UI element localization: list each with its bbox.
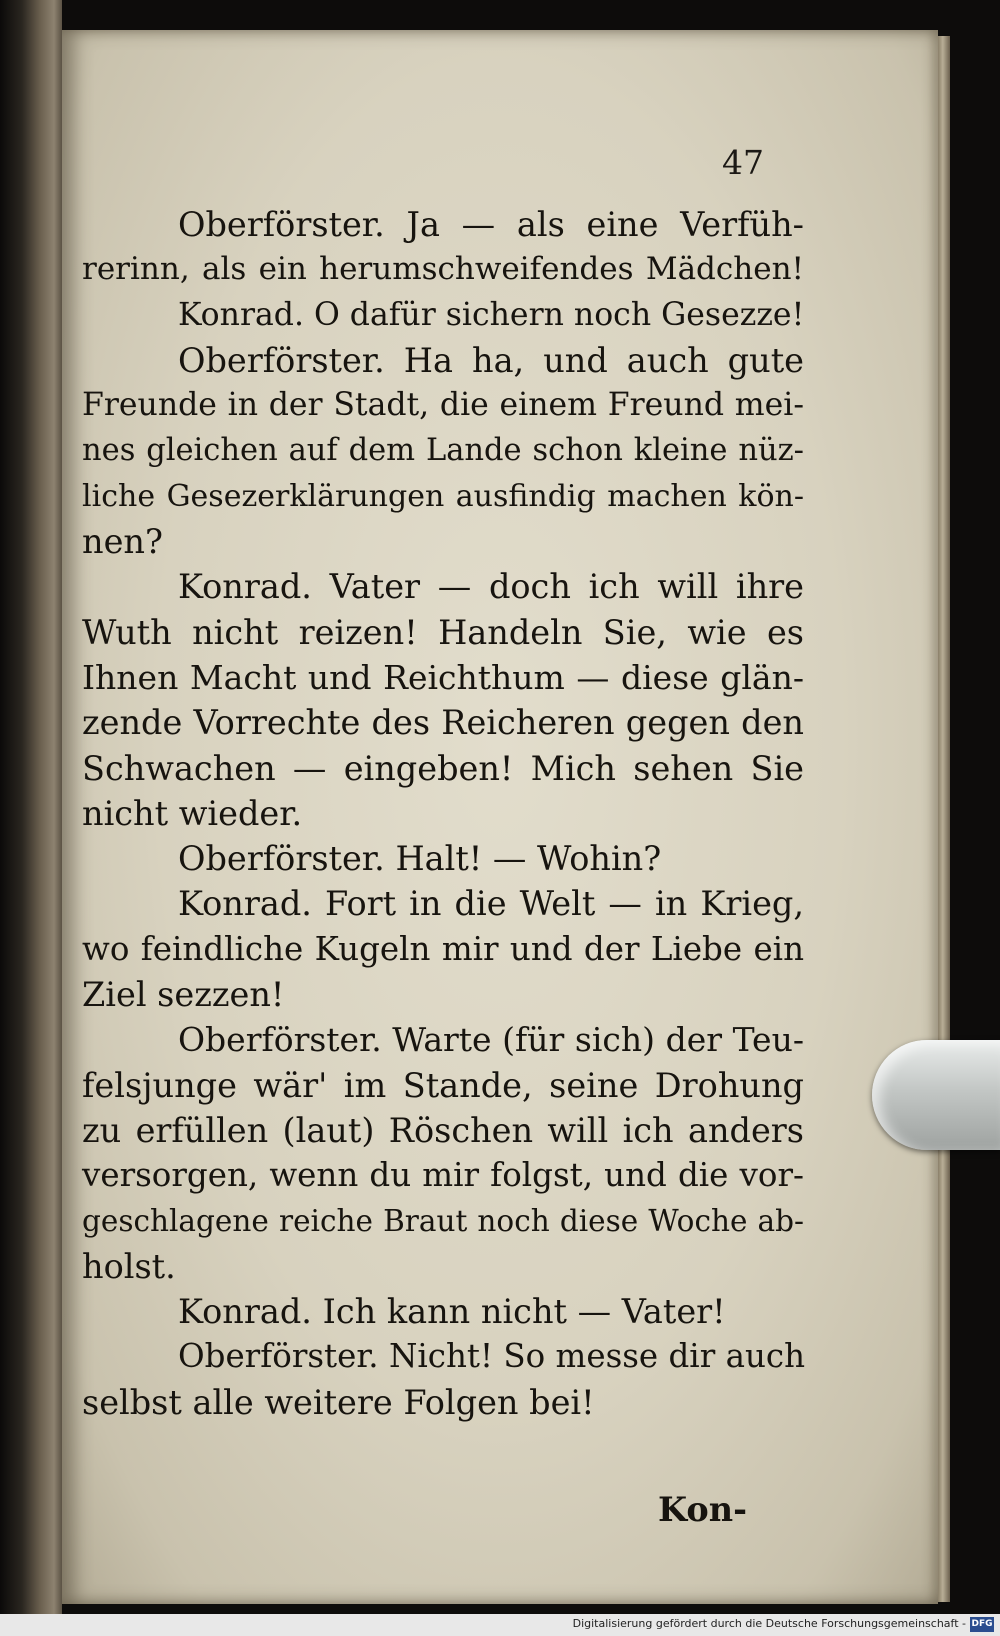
- text-line: Oberförster. Ja — als eine Verfüh-: [178, 205, 804, 244]
- text-line: nen?: [82, 522, 163, 562]
- text-line: liche Gesezerklärungen ausfindig machen kön-: [82, 478, 804, 514]
- footer-credit: Digitalisierung gefördert durch die Deutsche Forschungsgemeinschaft -: [572, 1617, 966, 1630]
- text-line: geschlagene reiche Braut noch diese Woche ab-: [82, 1203, 804, 1238]
- text-line: Oberförster. Ha ha, und auch gute: [178, 340, 804, 380]
- text-line: nes gleichen auf dem Lande schon kleine nüz-: [82, 433, 804, 469]
- text-line: Konrad. Vater — doch ich will ihre: [178, 567, 804, 607]
- text-line: Ihnen Macht und Reichthum — diese glän-: [82, 657, 804, 697]
- page-text: [82, 202, 804, 1425]
- page-number: 47: [722, 143, 764, 182]
- text-line: rerinn, als ein herumschweifendes Mädchen!: [82, 251, 804, 288]
- text-line: Oberförster. Halt! — Wohin?: [178, 839, 662, 879]
- text-line: zu erfüllen (laut) Röschen will ich anders: [82, 1110, 804, 1150]
- text-line: Ziel sezzen!: [82, 975, 285, 1015]
- text-line: Freunde in der Stadt, die einem Freund mei-: [82, 387, 804, 424]
- book-gutter: [0, 0, 62, 1636]
- text-line: Oberförster. Warte (für sich) der Teu-: [178, 1020, 804, 1060]
- digitization-footer: [0, 1614, 1000, 1636]
- dfg-logo-icon: DFG: [970, 1617, 994, 1632]
- text-line: Oberförster. Nicht! So messe dir auch: [178, 1337, 806, 1376]
- text-line: Konrad. Fort in die Welt — in Krieg,: [178, 884, 804, 924]
- page-clip: [872, 1040, 1000, 1150]
- text-line: Konrad. O dafür sichern noch Gesezze!: [178, 296, 805, 333]
- text-line: felsjunge wär' im Stande, seine Drohung: [82, 1065, 804, 1105]
- text-line: zende Vorrechte des Reicheren gegen den: [82, 703, 804, 743]
- page-edge: [938, 36, 950, 1602]
- text-line: Schwachen — eingeben! Mich sehen Sie: [82, 748, 804, 788]
- catchword: Kon-: [658, 1490, 747, 1529]
- text-line: selbst alle weitere Folgen bei!: [82, 1382, 595, 1422]
- text-line: Konrad. Ich kann nicht — Vater!: [178, 1292, 726, 1332]
- text-line: Wuth nicht reizen! Handeln Sie, wie es: [82, 612, 804, 652]
- text-line: wo feindliche Kugeln mir und der Liebe ein: [82, 929, 804, 968]
- text-line: nicht wieder.: [82, 793, 303, 833]
- text-line: holst.: [82, 1246, 176, 1286]
- text-line: versorgen, wenn du mir folgst, und die vor-: [82, 1156, 804, 1195]
